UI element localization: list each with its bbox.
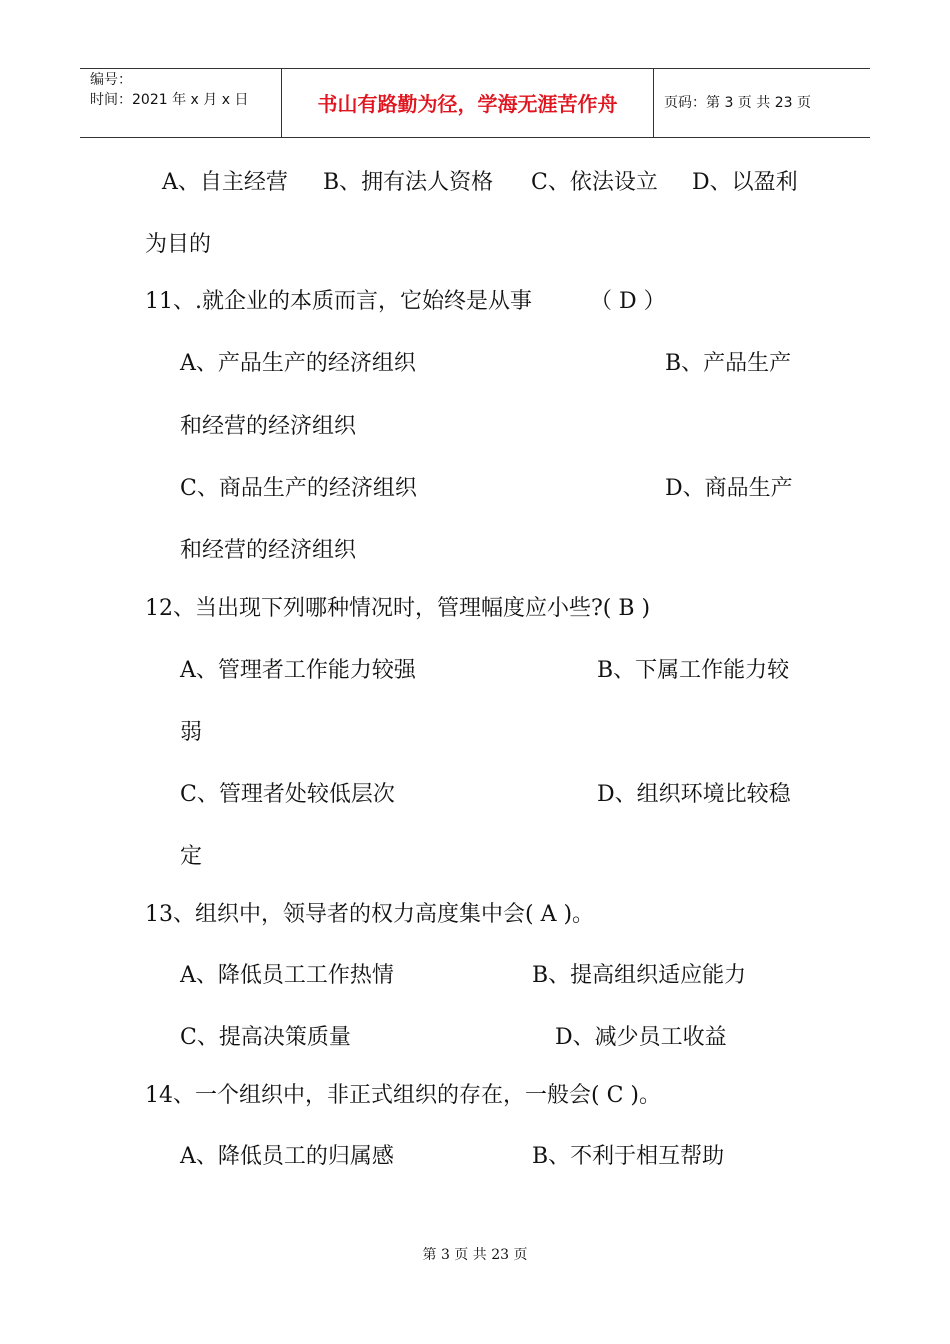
- option-d: D、以盈利: [692, 170, 798, 195]
- question-11-answer: （ D ）: [590, 289, 666, 314]
- option-a: A、自主经营: [162, 170, 288, 195]
- question-12-option-c: C、管理者处较低层次: [180, 782, 395, 807]
- question-11-option-d: D、商品生产: [665, 476, 793, 501]
- question-11-option-a: A、产品生产的经济组织: [180, 351, 416, 376]
- question-11: 11、.就企业的本质而言，它始终是从事: [145, 289, 532, 314]
- question-13-option-b: B、提高组织适应能力: [532, 963, 747, 988]
- question-13-option-d: D、减少员工收益: [555, 1025, 727, 1050]
- question-12-option-d-continued: 定: [180, 844, 203, 869]
- question-11-option-d-continued: 和经营的经济组织: [180, 538, 357, 563]
- question-14-option-a: A、降低员工的归属感: [180, 1144, 394, 1169]
- option-c: C、依法设立: [531, 170, 658, 195]
- question-11-option-b: B、产品生产: [665, 351, 792, 376]
- page-footer: 第 3 页 共 23 页: [422, 1247, 528, 1263]
- question-13: 13、组织中，领导者的权力高度集中会( A )。: [145, 902, 595, 927]
- question-11-option-b-continued: 和经营的经济组织: [180, 414, 357, 439]
- question-13-option-a: A、降低员工工作热情: [180, 963, 394, 988]
- question-14-option-b: B、不利于相互帮助: [532, 1144, 725, 1169]
- question-13-option-c: C、提高决策质量: [180, 1025, 351, 1050]
- header-motto-cell: [282, 69, 654, 137]
- header-meta-cell: [80, 69, 282, 137]
- question-12-option-a: A、管理者工作能力较强: [180, 658, 416, 683]
- document-code-label: 编号：: [90, 72, 132, 88]
- document-date: 时间：2021 年 x 月 x 日: [90, 92, 249, 108]
- document-header: [80, 68, 870, 138]
- option-b: B、拥有法人资格: [323, 170, 494, 195]
- header-motto: 书山有路勤为径，学海无涯苦作舟: [317, 92, 618, 116]
- header-page-cell: [654, 69, 870, 137]
- question-14: 14、一个组织中，非正式组织的存在，一般会( C )。: [145, 1083, 661, 1108]
- question-12-option-b: B、下属工作能力较: [597, 658, 790, 683]
- question-11-option-c: C、商品生产的经济组织: [180, 476, 417, 501]
- question-12: 12、当出现下列哪种情况时，管理幅度应小些?( B ): [145, 596, 651, 621]
- question-12-option-d: D、组织环境比较稳: [597, 782, 791, 807]
- header-page-info: 页码：第 3 页 共 23 页: [664, 95, 811, 111]
- option-d-continued: 为目的: [145, 232, 212, 257]
- question-12-option-b-continued: 弱: [180, 720, 203, 745]
